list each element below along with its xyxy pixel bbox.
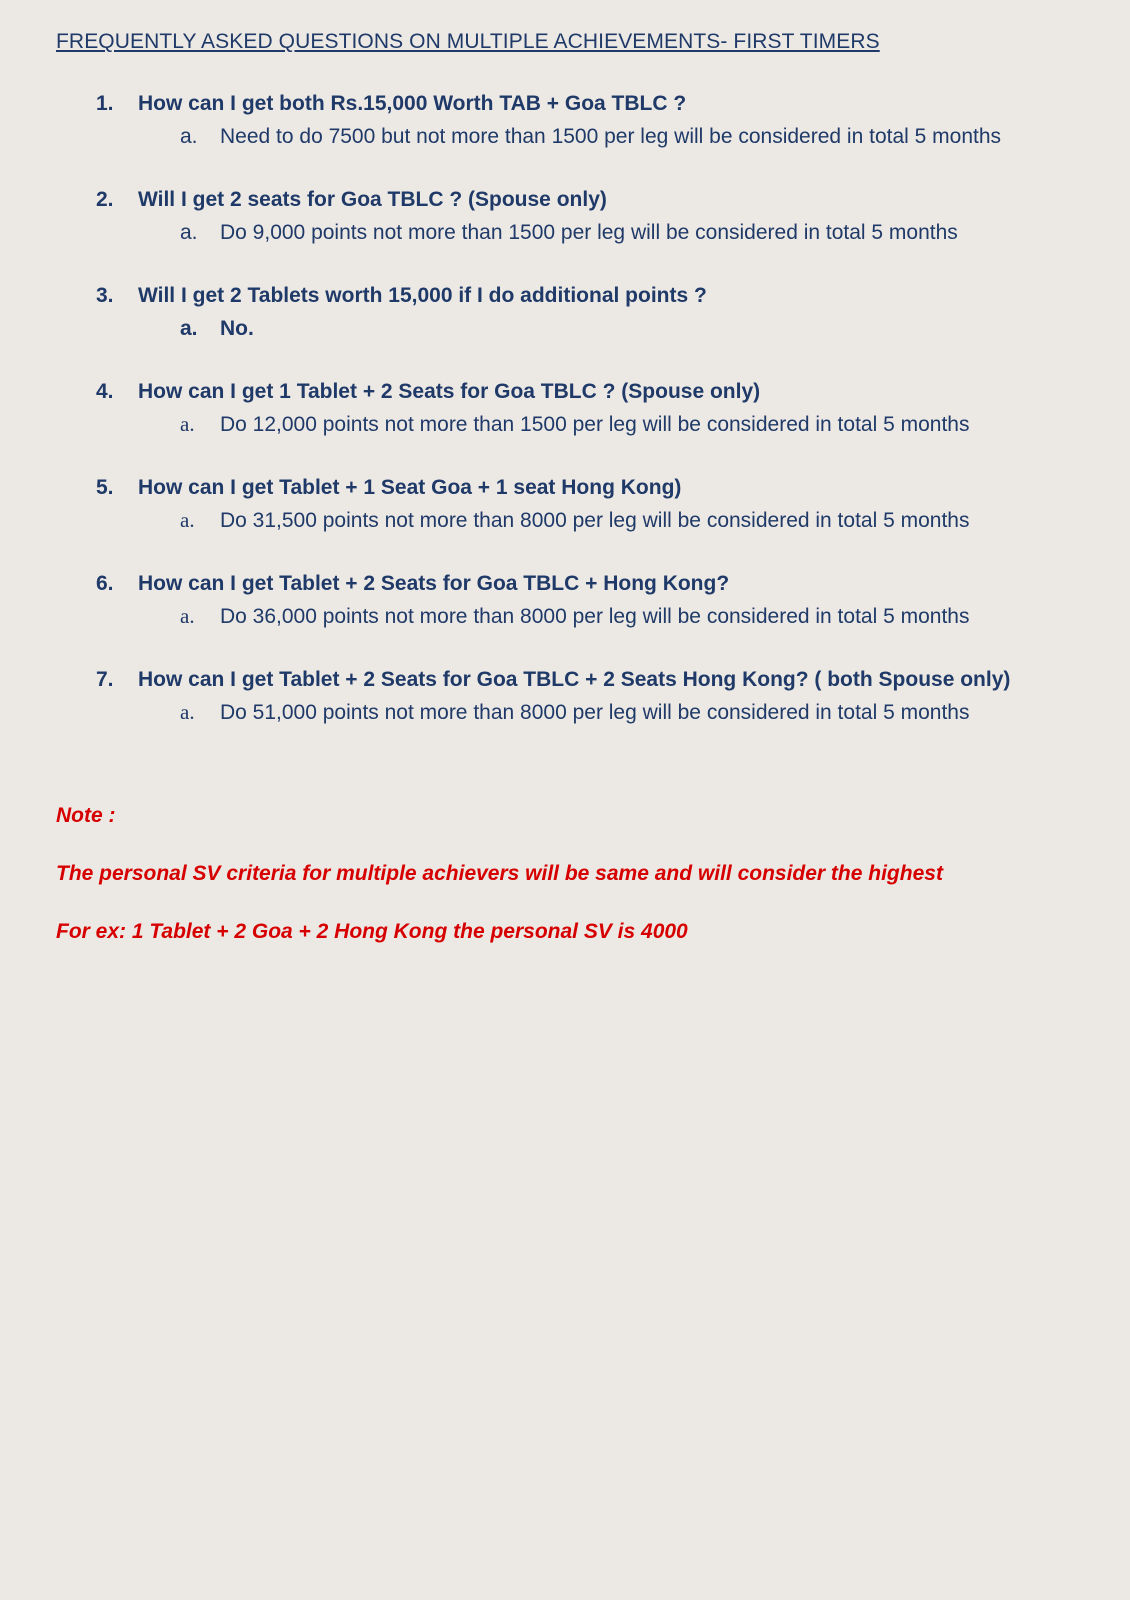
faq-question-text: How can I get Tablet + 2 Seats for Goa TBLC + 2 Seats Hong Kong? ( both Spouse only) xyxy=(138,668,1011,691)
faq-item-5 xyxy=(96,474,1086,536)
faq-question-number: 3. xyxy=(96,284,114,307)
faq-question-row xyxy=(96,282,1086,310)
faq-answer-text: Do 9,000 points not more than 1500 per leg will be considered in total 5 months xyxy=(220,221,958,244)
faq-question-row xyxy=(96,666,1086,694)
faq-item-2 xyxy=(96,186,1086,248)
faq-answer-row xyxy=(180,697,1086,728)
faq-question-number: 2. xyxy=(96,188,114,211)
faq-answer-letter: a. xyxy=(180,317,198,340)
faq-answer-letter: a. xyxy=(180,125,198,148)
faq-question-row xyxy=(96,378,1086,406)
faq-answer-row xyxy=(180,601,1086,632)
faq-question-text: How can I get both Rs.15,000 Worth TAB + Goa TBLC ? xyxy=(138,92,687,115)
faq-answer-letter: a. xyxy=(180,221,198,244)
faq-question-text: Will I get 2 Tablets worth 15,000 if I do additional points ? xyxy=(138,284,707,307)
faq-question-text: How can I get Tablet + 2 Seats for Goa TBLC + Hong Kong? xyxy=(138,572,730,595)
faq-answer-text: Do 36,000 points not more than 8000 per leg will be considered in total 5 months xyxy=(220,605,970,628)
faq-question-text: Will I get 2 seats for Goa TBLC ? (Spouse only) xyxy=(138,188,607,211)
faq-answer-text: Do 12,000 points not more than 1500 per leg will be considered in total 5 months xyxy=(220,413,970,436)
faq-question-number: 4. xyxy=(96,380,114,403)
note-label: Note : xyxy=(56,804,116,827)
faq-question-number: 7. xyxy=(96,668,114,691)
faq-question-row xyxy=(96,186,1086,214)
faq-answer-text: Do 31,500 points not more than 8000 per leg will be considered in total 5 months xyxy=(220,509,970,532)
faq-answer-text: No. xyxy=(220,317,254,340)
document-title: FREQUENTLY ASKED QUESTIONS ON MULTIPLE ACHIEVEMENTS- FIRST TIMERS xyxy=(56,30,880,53)
faq-answer-row xyxy=(180,409,1086,440)
faq-answer-text: Need to do 7500 but not more than 1500 per leg will be considered in total 5 months xyxy=(220,125,1002,148)
faq-answer-letter: a. xyxy=(180,604,195,628)
faq-item-7 xyxy=(96,666,1086,728)
faq-question-number: 1. xyxy=(96,92,114,115)
faq-answer-row xyxy=(180,217,1086,248)
faq-item-6 xyxy=(96,570,1086,632)
faq-answer-letter: a. xyxy=(180,700,195,724)
note-example-text: For ex: 1 Tablet + 2 Goa + 2 Hong Kong the personal SV is 4000 xyxy=(56,920,688,943)
faq-item-1 xyxy=(96,90,1086,152)
faq-answer-row xyxy=(180,313,1086,344)
faq-item-3 xyxy=(96,282,1086,344)
faq-answer-row xyxy=(180,505,1086,536)
faq-question-number: 6. xyxy=(96,572,114,595)
faq-question-row xyxy=(96,90,1086,118)
faq-answer-text: Do 51,000 points not more than 8000 per leg will be considered in total 5 months xyxy=(220,701,970,724)
faq-list xyxy=(96,90,1086,762)
faq-answer-row xyxy=(180,121,1086,152)
faq-answer-letter: a. xyxy=(180,508,195,532)
faq-question-text: How can I get Tablet + 1 Seat Goa + 1 seat Hong Kong) xyxy=(138,476,682,499)
faq-answer-letter: a. xyxy=(180,412,195,436)
note-criteria-text: The personal SV criteria for multiple achievers will be same and will consider the highest xyxy=(56,862,943,885)
faq-question-row xyxy=(96,474,1086,502)
faq-question-number: 5. xyxy=(96,476,114,499)
faq-question-text: How can I get 1 Tablet + 2 Seats for Goa TBLC ? (Spouse only) xyxy=(138,380,761,403)
faq-question-row xyxy=(96,570,1086,598)
faq-item-4 xyxy=(96,378,1086,440)
